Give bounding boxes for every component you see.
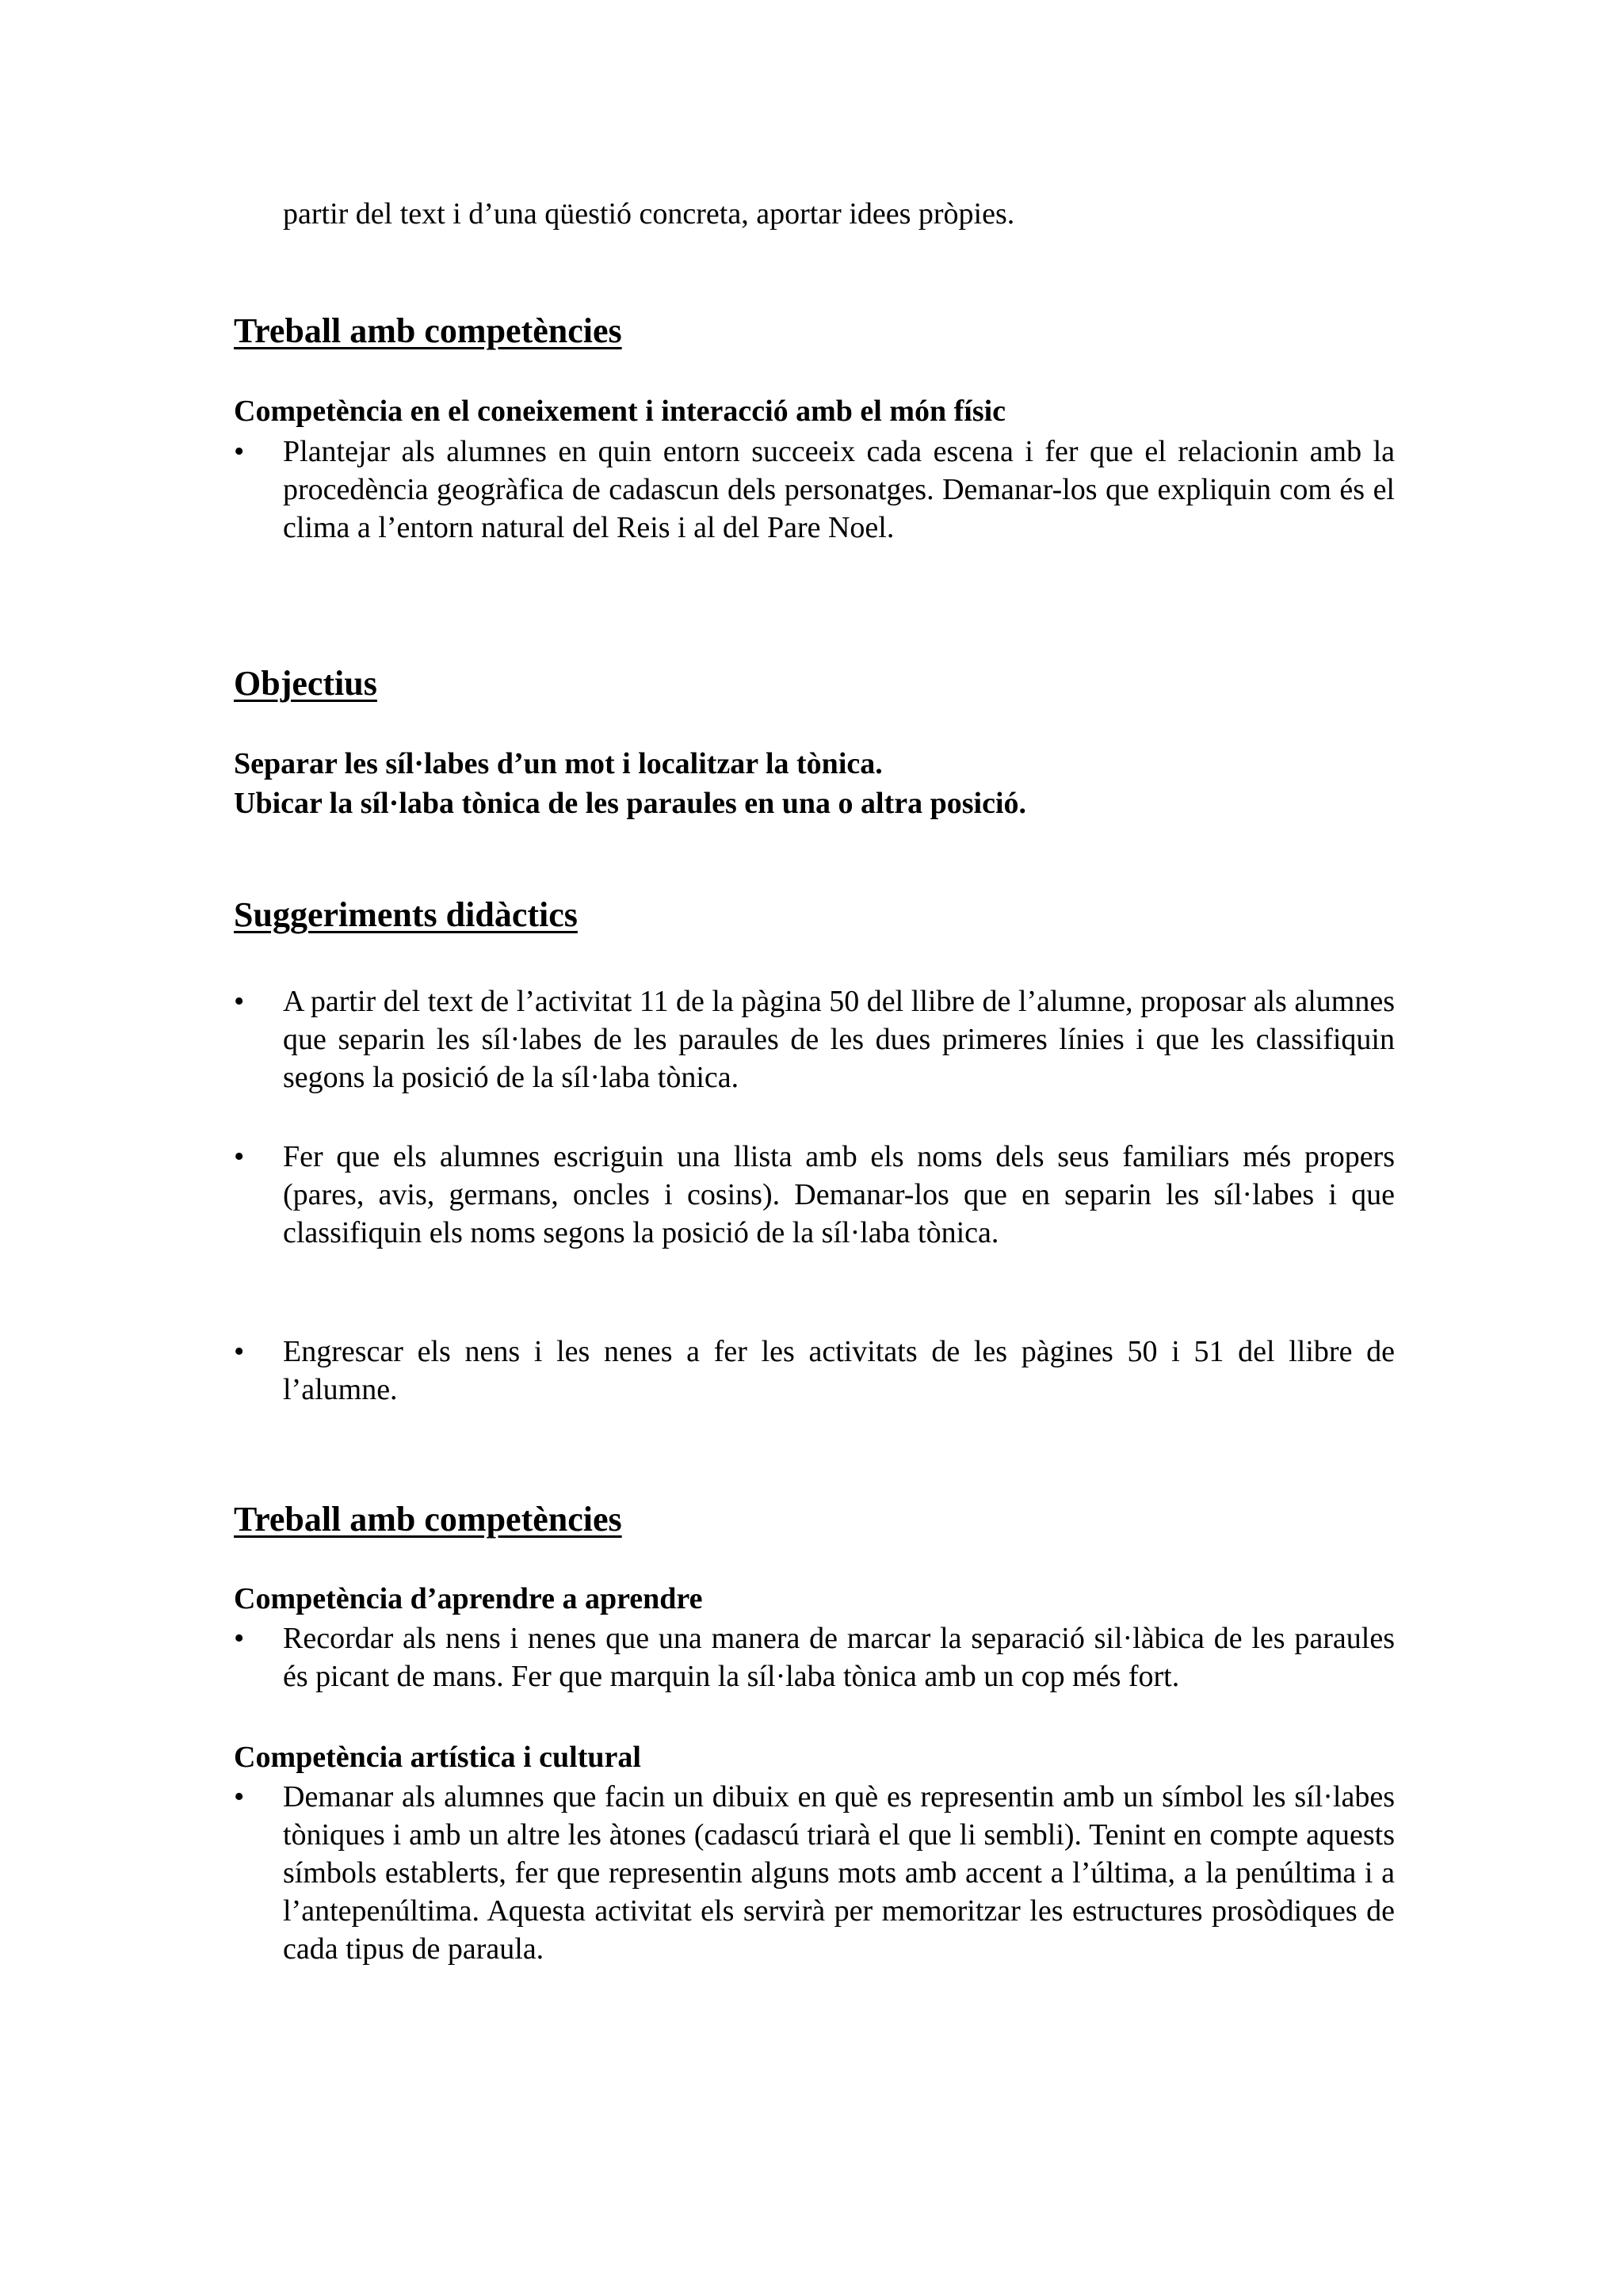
bullet-text: Recordar als nens i nenes que una manera de marcar la separació sil·làbica de les paraules és picant de mans. Fer que marquin la síl·laba tònica amb un cop més fort. [283, 1622, 1395, 1693]
objective-line-2: Ubicar la síl·laba tònica de les paraules en una o altra posició. [234, 787, 1027, 820]
bullet-text: Plantejar als alumnes en quin entorn succeeix cada escena i fer que el relacionin amb la procedència geogràfica de cadascun dels personatges. Demanar-los que expliquin com és el clima a l’entorn natural del Reis i al del Pare Noel. [283, 435, 1395, 544]
section-heading-suggeriments: Suggeriments didàctics [234, 895, 578, 934]
intro-continuation: partir del text i d’una qüestió concreta, aportar idees pròpies. [283, 197, 1015, 231]
subheading-mon-fisic: Competència en el coneixement i interacció amb el món físic [234, 395, 1006, 428]
bullet-icon: • [234, 435, 245, 468]
bullet-text: A partir del text de l’activitat 11 de la pàgina 50 del llibre de l’alumne, proposar als alumnes que separin les síl·labes de les paraules de les dues primeres línies i que les classifiquin segons la posició de la síl·laba tònica. [283, 985, 1395, 1094]
bullet-text: Demanar als alumnes que facin un dibuix en què es representin amb un símbol les síl·labes tòniques i amb un altre les àtones (cadascú triarà el que li sembli). Tenint en compte aquests símbols establerts, fer que representin alguns mots amb accent a l’última, a la penúltima i a l’antepenúltima. Aquesta activitat els servirà per memoritzar les estructures prosòdiques de cada tipus de paraula. [283, 1780, 1395, 1966]
section-heading-objectius: Objectius [234, 664, 377, 703]
bullet-icon: • [234, 1622, 245, 1655]
bullet-icon: • [234, 1335, 245, 1368]
objective-line-1: Separar les síl·labes d’un mot i localitzar la tònica. [234, 747, 883, 780]
bullet-text: Fer que els alumnes escriguin una llista amb els noms dels seus familiars més propers (pares, avis, germans, oncles i cosins). Demanar-los que en separin les síl·labes i que classifiquin els noms segons la posició de la síl·laba tònica. [283, 1140, 1395, 1249]
subheading-aprendre: Competència d’aprendre a aprendre [234, 1582, 703, 1615]
bullet-icon: • [234, 985, 245, 1018]
section-heading-competencies-2: Treball amb competències [234, 1500, 622, 1539]
bullet-icon: • [234, 1780, 245, 1814]
bullet-icon: • [234, 1140, 245, 1173]
subheading-artistica: Competència artística i cultural [234, 1741, 641, 1774]
bullet-text: Engrescar els nens i les nenes a fer les activitats de les pàgines 50 i 51 del llibre de l’alumne. [283, 1335, 1395, 1406]
section-heading-competencies-1: Treball amb competències [234, 311, 622, 350]
